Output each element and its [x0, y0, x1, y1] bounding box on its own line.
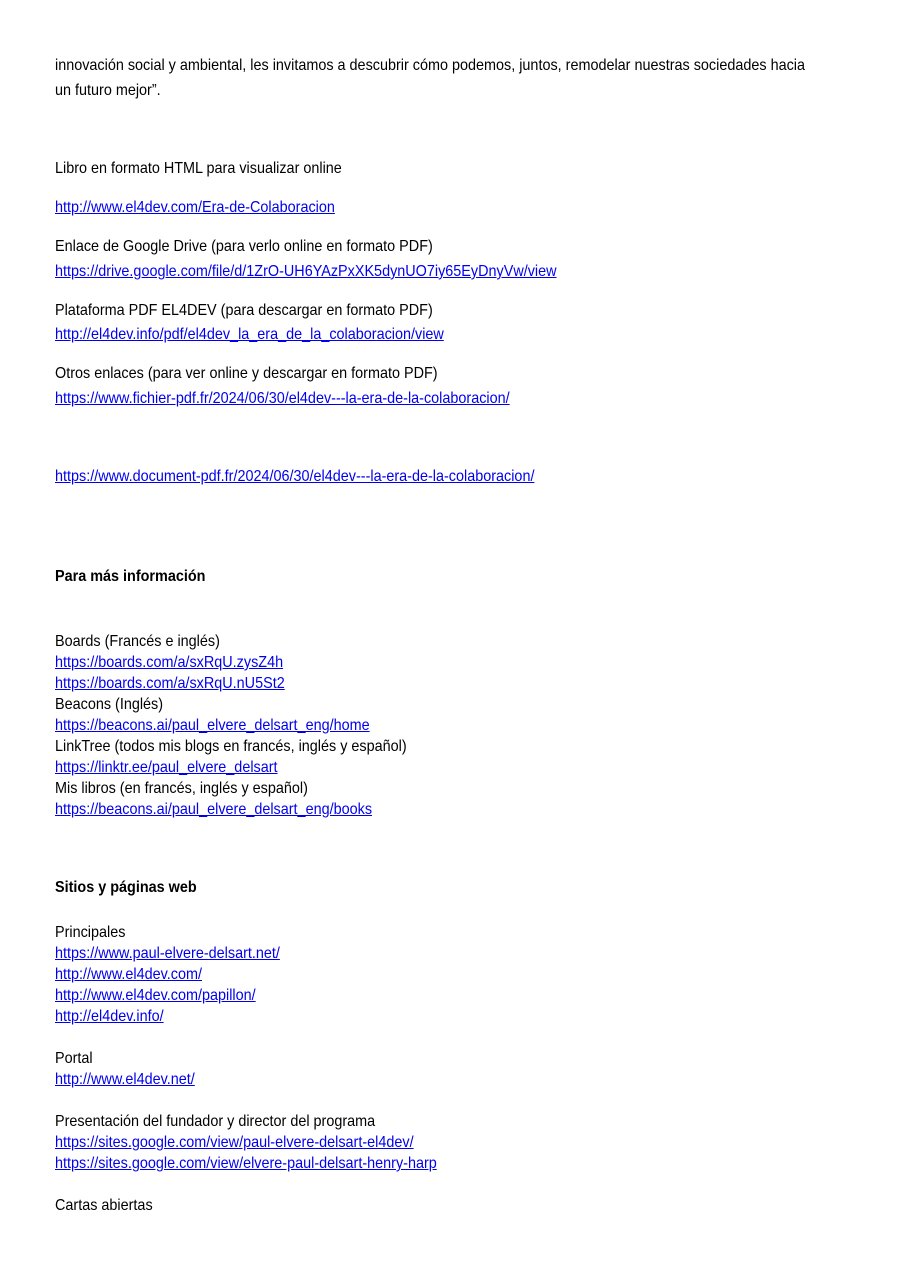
founder-link-2[interactable]: https://sites.google.com/view/elvere-paul-delsart-henry-harp — [55, 1155, 437, 1172]
founder-label: Presentación del fundador y director del programa — [55, 1113, 376, 1130]
boards-link-2[interactable]: https://boards.com/a/sxRqU.nU5St2 — [55, 675, 285, 692]
more-info-heading: Para más información — [55, 568, 206, 585]
drive-link[interactable]: https://drive.google.com/file/d/1ZrO-UH6YAzPxXK5dynUO7iy65EyDnyVw/view — [55, 263, 557, 280]
books-link[interactable]: https://beacons.ai/paul_elvere_delsart_eng/books — [55, 801, 373, 818]
document-page — [55, 0, 847, 1280]
beacons-link[interactable]: https://beacons.ai/paul_elvere_delsart_eng/home — [55, 717, 370, 734]
main-site-link-1[interactable]: https://www.paul-elvere-delsart.net/ — [55, 945, 280, 962]
fichier-pdf-link[interactable]: https://www.fichier-pdf.fr/2024/06/30/el4dev---la-era-de-la-colaboracion/ — [55, 390, 510, 407]
linktree-label: LinkTree (todos mis blogs en francés, inglés y español) — [55, 738, 407, 755]
boards-link-1[interactable]: https://boards.com/a/sxRqU.zysZ4h — [55, 654, 284, 671]
main-site-link-4[interactable]: http://el4dev.info/ — [55, 1008, 164, 1025]
beacons-label: Beacons (Inglés) — [55, 696, 164, 713]
main-site-link-3[interactable]: http://www.el4dev.com/papillon/ — [55, 987, 256, 1004]
intro-line-2: un futuro mejor”. — [55, 82, 161, 99]
portal-link[interactable]: http://www.el4dev.net/ — [55, 1071, 195, 1088]
portal-label: Portal — [55, 1050, 93, 1067]
html-book-label: Libro en formato HTML para visualizar online — [55, 160, 342, 177]
drive-label: Enlace de Google Drive (para verlo online en formato PDF) — [55, 238, 433, 255]
intro-line-1: innovación social y ambiental, les invitamos a descubrir cómo podemos, juntos, remodelar nuestras sociedades hacia — [55, 57, 805, 74]
main-site-link-2[interactable]: http://www.el4dev.com/ — [55, 966, 202, 983]
other-links-label: Otros enlaces (para ver online y descargar en formato PDF) — [55, 365, 438, 382]
linktree-link[interactable]: https://linktr.ee/paul_elvere_delsart — [55, 759, 278, 776]
books-label: Mis libros (en francés, inglés y español) — [55, 780, 308, 797]
main-sites-label: Principales — [55, 924, 126, 941]
open-letters-label: Cartas abiertas — [55, 1197, 153, 1214]
html-book-link[interactable]: http://www.el4dev.com/Era-de-Colaboracion — [55, 199, 335, 216]
document-pdf-link[interactable]: https://www.document-pdf.fr/2024/06/30/el4dev---la-era-de-la-colaboracion/ — [55, 468, 535, 485]
websites-heading: Sitios y páginas web — [55, 879, 197, 896]
founder-link-1[interactable]: https://sites.google.com/view/paul-elvere-delsart-el4dev/ — [55, 1134, 414, 1151]
platform-label: Plataforma PDF EL4DEV (para descargar en formato PDF) — [55, 302, 433, 319]
platform-link[interactable]: http://el4dev.info/pdf/el4dev_la_era_de_la_colaboracion/view — [55, 326, 444, 343]
boards-label: Boards (Francés e inglés) — [55, 633, 220, 650]
